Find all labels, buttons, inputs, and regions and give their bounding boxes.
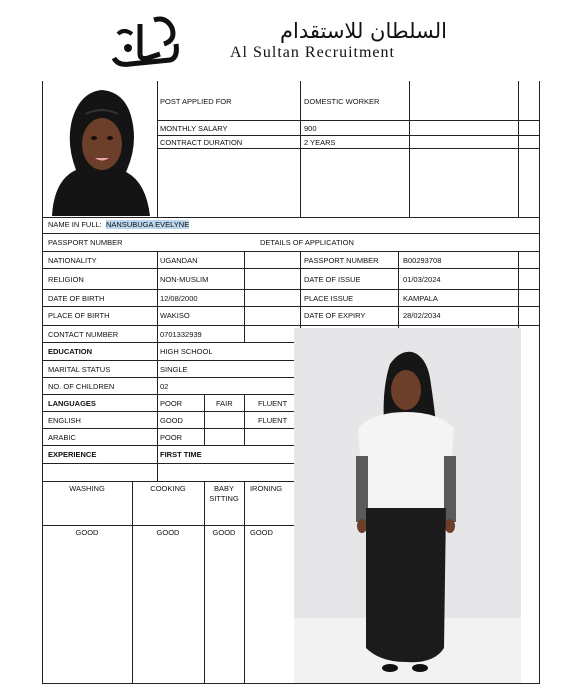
date-of-expiry-label: DATE OF EXPIRY [304,311,366,320]
english-value: GOOD [160,416,183,425]
grid-line [204,481,205,684]
frame-right [539,81,540,684]
skill-value-washing: GOOD [75,528,99,537]
grid-line [157,81,158,217]
post-applied-label: POST APPLIED FOR [160,97,232,106]
experience-label: EXPERIENCE [48,450,97,459]
grid-line [157,135,540,136]
place-of-birth-value: WAKISO [160,311,190,320]
date-of-birth-label: DATE OF BIRTH [48,294,105,303]
grid-line [398,251,399,328]
religion-value: NON-MUSLIM [160,275,209,284]
english-fluent: FLUENT [258,416,288,425]
language-level-fluent: FLUENT [258,399,288,408]
company-logo [110,14,182,74]
arabic-label: ARABIC [48,433,76,442]
grid-line [42,251,540,252]
children-value: 02 [160,382,169,391]
date-of-expiry-value: 28/02/2034 [403,311,441,320]
brand-english-name: Al Sultan Recruitment [230,44,395,61]
contract-duration-value: 2 YEARS [304,138,336,147]
grid-line [132,481,133,684]
post-applied-value: DOMESTIC WORKER [304,97,380,106]
language-level-poor: POOR [160,399,183,408]
applicant-headshot-photo [46,84,154,216]
nationality-label: NATIONALITY [48,256,97,265]
place-issue-label: PLACE ISSUE [304,294,354,303]
grid-line [42,428,294,429]
grid-line [42,394,294,395]
grid-line [204,394,205,446]
arabic-value: POOR [160,433,183,442]
contact-number-value: 0701332939 [160,330,202,339]
marital-status-label: MARITAL STATUS [48,365,111,374]
monthly-salary-value: 900 [304,124,317,133]
grid-line [42,306,540,307]
name-label: NAME IN FULL: [48,220,102,229]
experience-value: FIRST TIME [160,450,202,459]
grid-line [42,217,540,218]
grid-line [42,325,540,326]
place-of-birth-label: PLACE OF BIRTH [48,311,110,320]
frame-left [42,81,43,684]
grid-line [42,463,294,464]
grid-line [42,268,540,269]
date-of-birth-value: 12/08/2000 [160,294,198,303]
applicant-full-body-photo [294,328,521,683]
children-label: NO. OF CHILDREN [48,382,115,391]
name-value: NANSUBUGA EVELYNE [106,220,190,229]
grid-line [244,394,245,446]
skill-header-washing: WASHING [69,484,105,493]
passport-number-label-2: PASSPORT NUMBER [304,256,379,265]
grid-line [42,342,294,343]
brand-arabic-name: السلطان للاستقدام [280,19,447,43]
grid-line [300,81,301,217]
passport-number-label: PASSPORT NUMBER [48,238,123,247]
grid-line [42,360,294,361]
grid-line [42,411,294,412]
marital-status-value: SINGLE [160,365,188,374]
monthly-salary-label: MONTHLY SALARY [160,124,228,133]
skill-value-cooking: GOOD [156,528,180,537]
contract-duration-label: CONTRACT DURATION [160,138,243,147]
grid-line [157,251,158,481]
grid-line [42,445,294,446]
education-value: HIGH SCHOOL [160,347,213,356]
skill-header-baby-sitting: BABY SITTING [209,484,239,503]
grid-line [42,289,540,290]
grid-line [244,481,245,684]
language-level-fair: FAIR [216,399,233,408]
skill-header-ironing: IRONING [249,484,283,493]
contact-number-label: CONTACT NUMBER [48,330,119,339]
grid-line [518,251,519,328]
passport-number-value: B00293708 [403,256,442,265]
education-label: EDUCATION [48,347,93,356]
grid-line [42,481,294,482]
grid-line [157,120,540,121]
nationality-value: UGANDAN [160,256,198,265]
details-of-application-label: DETAILS OF APPLICATION [260,238,354,247]
grid-line [244,251,245,343]
skill-value-baby-sitting: GOOD [212,528,236,537]
religion-label: RELIGION [48,275,84,284]
grid-line [300,251,301,328]
grid-line [518,81,519,217]
grid-line [42,233,540,234]
languages-label: LANGUAGES [48,399,96,408]
place-issue-value: KAMPALA [403,294,438,303]
grid-line [409,81,410,217]
english-label: ENGLISH [48,416,81,425]
frame-bottom [42,683,540,684]
grid-line [42,377,294,378]
skill-header-cooking: COOKING [150,484,186,493]
grid-line [42,525,294,526]
skill-value-ironing: GOOD [250,528,273,537]
date-of-issue-label: DATE OF ISSUE [304,275,361,284]
grid-line [157,148,540,149]
date-of-issue-value: 01/03/2024 [403,275,441,284]
